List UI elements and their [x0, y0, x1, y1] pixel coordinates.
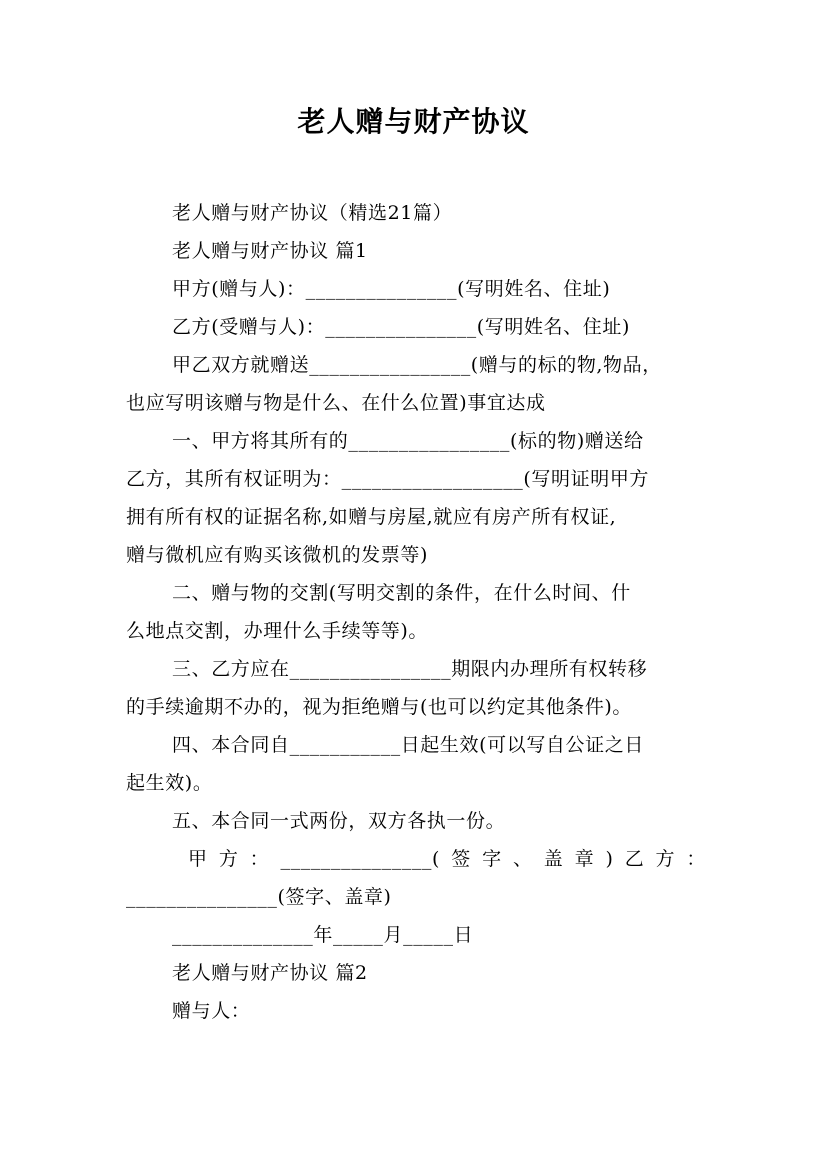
document-line: 起生效)。: [126, 772, 213, 794]
document-line: 老人赠与财产协议（精选21篇）: [172, 202, 453, 224]
document-line: 老人赠与财产协议 篇1: [172, 240, 368, 262]
document-line: 拥有所有权的证据名称,如赠与房屋,就应有房产所有权证,: [126, 506, 617, 528]
document-line: _______________(签字、盖章): [126, 886, 392, 908]
document-line: 三、乙方应在________________期限内办理所有权转移: [172, 658, 648, 680]
document-title: 老人赠与财产协议: [297, 105, 530, 138]
document-line: 乙方，其所有权证明为：__________________(写明证明甲方: [126, 468, 650, 490]
document-body: [126, 194, 706, 1030]
document-line: 乙方(受赠与人)：_______________(写明姓名、住址): [172, 316, 630, 338]
document-line: 也应写明该赠与物是什么、在什么位置)事宜达成: [126, 392, 546, 414]
document-line: 甲方(赠与人)：_______________(写明姓名、住址): [172, 278, 611, 300]
document-line: 老人赠与财产协议 篇2: [172, 962, 368, 984]
document-line: 五、本合同一式两份，双方各执一份。: [172, 810, 506, 832]
document-line: ______________年_____月_____日: [172, 924, 474, 946]
document-line: 一、甲方将其所有的________________(标的物)赠送给: [172, 430, 644, 452]
document-line: 甲方：_______________(签字、盖章)乙方：: [188, 848, 706, 870]
document-line: 二、赠与物的交割(写明交割的条件，在什么时间、什: [172, 582, 631, 604]
document-line: 四、本合同自___________日起生效(可以写自公证之日: [172, 734, 644, 756]
document-line: 么地点交割，办理什么手续等等)。: [126, 620, 429, 642]
document-line: 赠与微机应有购买该微机的发票等): [126, 544, 429, 566]
document-line: 的手续逾期不办的，视为拒绝赠与(也可以约定其他条件)。: [126, 696, 633, 718]
document-line: 赠与人：: [172, 1000, 251, 1022]
document-line: 甲乙双方就赠送________________(赠与的标的物,物品，: [172, 354, 662, 376]
